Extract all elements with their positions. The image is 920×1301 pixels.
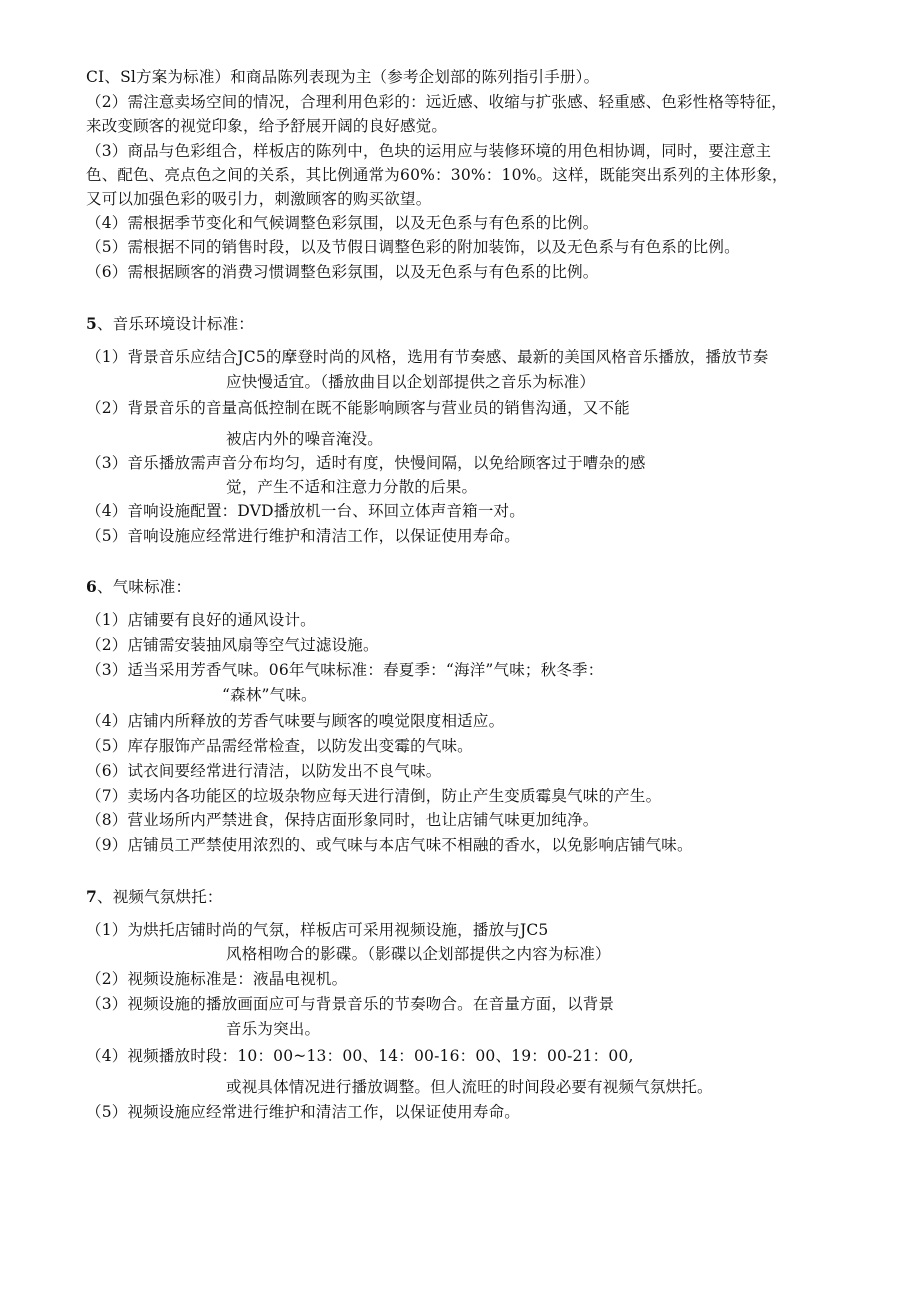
smell-item-3a: （3）适当采用芳香气味。06年气味标准：春夏季：“海洋”气味；秋冬季： [86,661,604,679]
intro-item-3a: （3）商品与色彩组合，样板店的陈列中，色块的运用应与装修环境的用色相协调，同时，要注意主 [86,142,772,160]
video-item-2: （2）视频设施标准是：液晶电视机。 [86,970,348,988]
section-7-title: 、视频气氛烘托： [97,888,223,906]
intro-item-3b: 色、配色、亮点色之间的关系，其比例通常为60%：30%：10%。这样，既能突出系列的主体形象， [86,166,788,184]
section-5-title: 、音乐环境设计标准： [97,315,255,333]
intro-item-4: （4）需根据季节变化和气候调整色彩氛围，以及无色系与有色系的比例。 [86,214,599,232]
music-item-3a: （3）音乐播放需声音分布均匀，适时有度，快慢间隔，以免给顾客过于嘈杂的感 [86,454,646,472]
music-item-2b: 被店内外的噪音淹没。 [226,430,384,448]
smell-item-9: （9）店铺员工严禁使用浓烈的、或气味与本店气味不相融的香水，以免影响店铺气味。 [86,836,693,854]
smell-item-7: （7）卖场内各功能区的垃圾杂物应每天进行清倒，防止产生变质霉臭气味的产生。 [86,787,662,805]
intro-item-2b: 来改变顾客的视觉印象，给予舒展开阔的良好感觉。 [86,117,448,135]
video-item-4b: 或视具体情况进行播放调整。但人流旺的时间段必要有视频气氛烘托。 [226,1078,713,1096]
video-item-4a: （4）视频播放时段：10：00~13：00、14：00-16：00、19：00-21：00, [86,1047,634,1065]
intro-item-2a: （2）需注意卖场空间的情况，合理利用色彩的：远近感、收缩与扩张感、轻重感、色彩性格等特征， [86,93,787,111]
smell-item-5: （5）库存服饰产品需经常检查，以防发出变霉的气味。 [86,737,473,755]
section-6-number: 6 [86,577,97,596]
video-item-3a: （3）视频设施的播放画面应可与背景音乐的节奏吻合。在音量方面，以背景 [86,995,615,1013]
smell-item-1: （1）店铺要有良好的通风设计。 [86,611,316,629]
section-6-heading [86,576,191,598]
section-5-number: 5 [86,314,97,333]
music-item-3b: 觉，产生不适和注意力分散的后果。 [226,478,478,496]
music-item-1b: 应快慢适宜。（播放曲目以企划部提供之音乐为标准） [226,373,596,391]
music-item-1a: （1）背景音乐应结合JC5的摩登时尚的风格，选用有节奏感、最新的美国风格音乐播放，播放节奏 [86,348,769,366]
intro-line-1: CI、Sl方案为标准）和商品陈列表现为主（参考企划部的陈列指引手册）。 [86,68,600,86]
intro-item-6: （6）需根据顾客的消费习惯调整色彩氛围，以及无色系与有色系的比例。 [86,263,599,281]
intro-item-3c: 又可以加强色彩的吸引力，刺激顾客的购买欲望。 [86,190,432,208]
section-7-number: 7 [86,887,97,906]
intro-item-5: （5）需根据不同的销售时段，以及节假日调整色彩的附加装饰，以及无色系与有色系的比例。 [86,238,740,256]
smell-item-8: （8）营业场所内严禁进食，保持店面形象同时，也让店铺气味更加纯净。 [86,811,599,829]
section-5-heading [86,313,254,335]
video-item-1a: （1）为烘托店铺时尚的气氛，样板店可采用视频设施，播放与JC5 [86,921,549,939]
video-item-1b: 风格相吻合的影碟。（影碟以企划部提供之内容为标准） [226,945,611,963]
section-7-heading [86,886,223,908]
smell-item-3b: “森林”气味。 [222,686,317,704]
smell-item-6: （6）试衣间要经常进行清洁，以防发出不良气味。 [86,762,442,780]
music-item-5: （5）音响设施应经常进行维护和清洁工作，以保证使用寿命。 [86,527,520,545]
section-6-title: 、气味标准： [97,578,192,596]
smell-item-4: （4）店铺内所释放的芳香气味要与顾客的嗅觉限度相适应。 [86,712,505,730]
smell-item-2: （2）店铺需安装抽风扇等空气过滤设施。 [86,636,379,654]
music-item-4: （4）音响设施配置：DVD播放机一台、环回立体声音箱一对。 [86,502,525,520]
music-item-2a: （2）背景音乐的音量高低控制在既不能影响顾客与营业员的销售沟通，又不能 [86,399,630,417]
video-item-3b: 音乐为突出。 [226,1020,321,1038]
video-item-5: （5）视频设施应经常进行维护和清洁工作，以保证使用寿命。 [86,1103,520,1121]
